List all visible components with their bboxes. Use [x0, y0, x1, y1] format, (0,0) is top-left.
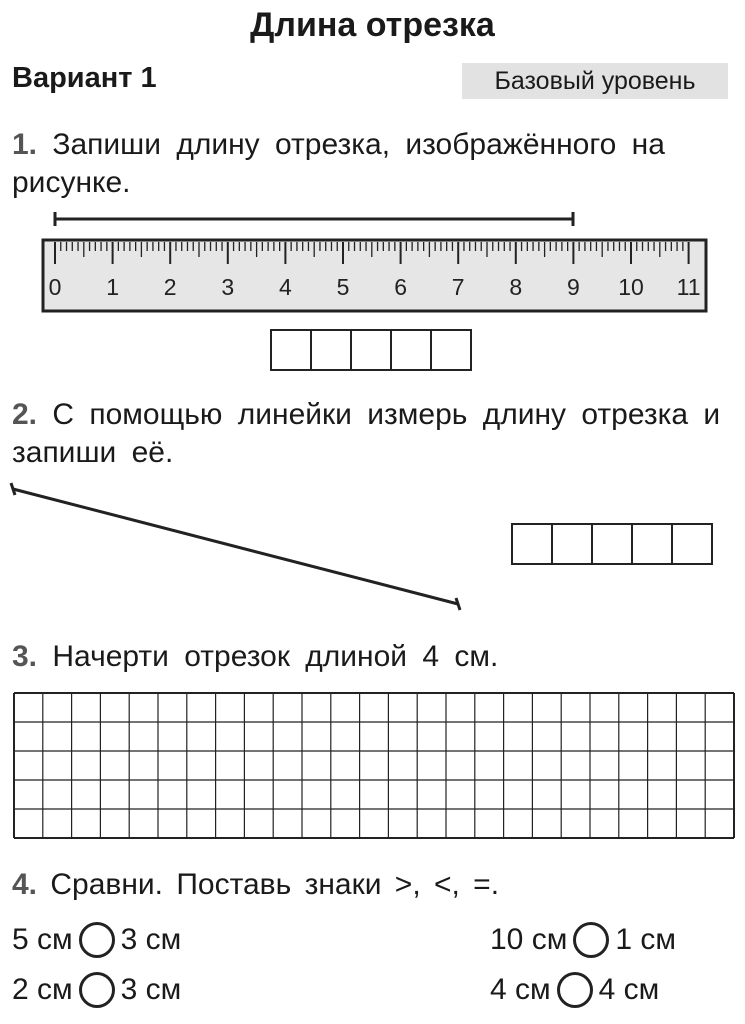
answer-cell[interactable]	[352, 331, 392, 369]
variant-label: Вариант 1	[12, 62, 157, 94]
ruler-label: 0	[48, 274, 62, 300]
task-3	[12, 638, 737, 676]
task-3-text: Начерти отрезок длиной 4 см.	[52, 640, 499, 673]
slanted-segment	[0, 475, 470, 615]
comparison-circle[interactable]	[557, 972, 593, 1008]
ruler-label: 9	[567, 274, 580, 300]
answer-cell[interactable]	[272, 331, 312, 369]
task-2-text: С помощью линейки измерь длину отрезка и запиши её.	[12, 398, 721, 469]
answer-cell[interactable]	[392, 331, 432, 369]
comparison-left: 5 см	[12, 923, 73, 956]
ruler-label: 11	[676, 274, 701, 300]
task-1	[12, 126, 737, 202]
comparison-4	[490, 972, 659, 1008]
comparison-right: 1 см	[615, 923, 676, 956]
answer-cell[interactable]	[633, 525, 673, 563]
task-1-text: Запиши длину отрезка, изображённого на рисунке.	[12, 128, 665, 199]
answer-cell[interactable]	[673, 525, 711, 563]
answer-cell[interactable]	[553, 525, 593, 563]
answer-boxes-1[interactable]	[270, 329, 472, 371]
task-3-number: 3.	[12, 640, 38, 673]
ruler-label: 6	[394, 274, 407, 300]
ruler-label: 7	[451, 274, 465, 300]
ruler-label: 1	[106, 274, 119, 300]
comparison-1	[12, 922, 181, 958]
task-1-number: 1.	[12, 128, 38, 161]
ruler-label: 3	[221, 274, 235, 300]
task-4	[12, 866, 737, 904]
comparison-left: 2 см	[12, 973, 73, 1006]
ruler-label: 5	[336, 274, 350, 300]
drawing-grid[interactable]	[13, 692, 735, 840]
grid-lines	[14, 693, 734, 838]
answer-cell[interactable]	[312, 331, 352, 369]
measured-segment	[55, 212, 573, 226]
comparison-right: 4 см	[598, 973, 660, 1006]
page-title: Длина отрезка	[250, 6, 495, 44]
answer-cell[interactable]	[513, 525, 553, 563]
answer-cell[interactable]	[432, 331, 470, 369]
task-4-text: Сравни. Поставь знаки >, <, =.	[50, 868, 500, 901]
task-4-number: 4.	[12, 868, 38, 901]
comparison-right: 3 см	[120, 973, 182, 1006]
comparison-2	[490, 922, 676, 958]
ruler-body	[43, 240, 706, 311]
task-2	[12, 396, 737, 472]
comparison-right: 3 см	[120, 923, 182, 956]
comparison-circle[interactable]	[79, 922, 115, 958]
comparison-3	[12, 972, 181, 1008]
comparison-left: 10 см	[490, 923, 568, 956]
task-2-number: 2.	[12, 398, 38, 431]
level-badge: Базовый уровень	[462, 63, 728, 99]
comparison-left: 4 см	[490, 973, 551, 1006]
ruler-label: 10	[618, 274, 644, 300]
comparison-circle[interactable]	[573, 922, 609, 958]
ruler-label: 4	[279, 274, 292, 300]
answer-boxes-2[interactable]	[511, 523, 713, 565]
ruler-figure	[0, 205, 745, 320]
answer-cell[interactable]	[593, 525, 633, 563]
ruler-label: 2	[163, 274, 177, 300]
comparison-circle[interactable]	[79, 972, 115, 1008]
ruler-label: 8	[509, 274, 523, 300]
